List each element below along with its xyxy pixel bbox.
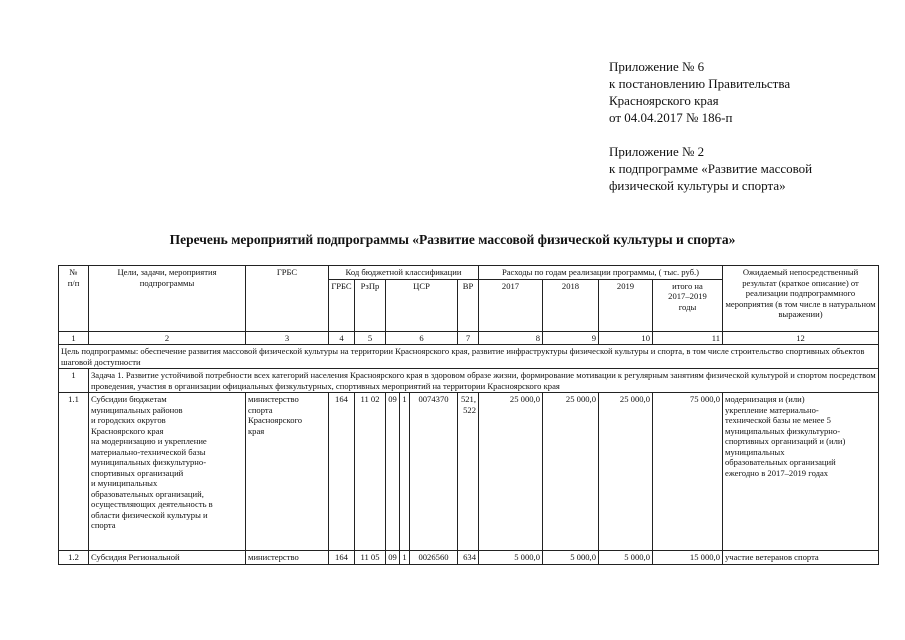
row-2017: 25 000,0 <box>479 393 543 551</box>
row-csr-program: 09 <box>386 551 400 565</box>
row-result: участие ветеранов спорта <box>723 551 879 565</box>
col-number: 2 <box>89 331 246 345</box>
col-number: 8 <box>479 331 543 345</box>
header-result: Ожидаемый непосредственный результат (краткое описание) от реализации подпрограммного мероприятия (в том числе в натуральном выражении) <box>723 266 879 332</box>
appendix-line: к подпрограмме «Развитие массовой <box>609 161 813 176</box>
row-num: 1.2 <box>59 551 89 565</box>
appendix-line: Приложение № 6 <box>609 59 705 74</box>
row-grbs-name: министерство спорта Красноярского края <box>246 393 329 551</box>
row-result: модернизация и (или) укрепление материально- технической базы не менее 5 муниципальных физкультурно- спортивных организаций и (или) муниципальных образовательных организаций ежегодно в 2017–2019 годах <box>723 393 879 551</box>
header-kbk: Код бюджетной классификации <box>329 266 479 280</box>
header-row <box>59 266 879 280</box>
row-name: Субсидии бюджетам муниципальных районов и городских округов Красноярского края на модернизацию и укрепление материально-технической базы муниципальных физкультурно- спортивных организаций и муниципальных образовательных организаций, осуществляющих деятельность в области физической культуры и спорта <box>89 393 246 551</box>
header-sub-vr: ВР <box>458 279 479 331</box>
document-title: Перечень мероприятий подпрограммы «Развитие массовой физической культуры и спорта» <box>169 232 736 247</box>
row-2019: 25 000,0 <box>599 393 653 551</box>
header-goals: Цели, задачи, мероприятия подпрограммы <box>89 266 246 332</box>
col-number: 6 <box>386 331 458 345</box>
header-total: итого на 2017–2019 годы <box>653 279 723 331</box>
task-row <box>59 369 879 393</box>
row-grbs-name: министерство <box>246 551 329 565</box>
row-total: 15 000,0 <box>653 551 723 565</box>
row-csr-code: 0074370 <box>410 393 458 551</box>
col-number: 4 <box>329 331 355 345</box>
row-total: 75 000,0 <box>653 393 723 551</box>
goal-row <box>59 345 879 369</box>
measures-table <box>58 265 879 565</box>
row-csr-subprogram: 1 <box>400 393 410 551</box>
goal-text: Цель подпрограммы: обеспечение развития массовой физической культуры на территории Красноярского края, развитие инфраструктуры физической культуры и спорта, в том числе строительство спортивных объектов шаговой доступности <box>59 345 879 369</box>
row-2018: 25 000,0 <box>543 393 599 551</box>
task-num: 1 <box>59 369 89 393</box>
header-num: № п/п <box>59 266 89 332</box>
row-csr-program: 09 <box>386 393 400 551</box>
appendix-line: к постановлению Правительства <box>609 76 791 91</box>
row-vr: 634 <box>458 551 479 565</box>
header-2017: 2017 <box>479 279 543 331</box>
appendix-line: Красноярского края <box>609 93 719 108</box>
row-vr: 521, 522 <box>458 393 479 551</box>
col-number: 1 <box>59 331 89 345</box>
appendix-line: Приложение № 2 <box>609 144 705 159</box>
col-number: 11 <box>653 331 723 345</box>
row-2019: 5 000,0 <box>599 551 653 565</box>
row-2017: 5 000,0 <box>479 551 543 565</box>
appendix-line: от 04.04.2017 № 186-п <box>609 110 733 125</box>
row-grbs-code: 164 <box>329 393 355 551</box>
header-2018: 2018 <box>543 279 599 331</box>
appendix-block <box>609 58 812 194</box>
header-sub-csr: ЦСР <box>386 279 458 331</box>
table-row <box>59 551 879 565</box>
appendix-line: физической культуры и спорта» <box>609 178 786 193</box>
col-number: 9 <box>543 331 599 345</box>
row-num: 1.1 <box>59 393 89 551</box>
col-number: 3 <box>246 331 329 345</box>
header-sub-grbs: ГРБС <box>329 279 355 331</box>
header-2019: 2019 <box>599 279 653 331</box>
row-rzpr: 11 05 <box>355 551 386 565</box>
col-number: 7 <box>458 331 479 345</box>
row-csr-code: 0026560 <box>410 551 458 565</box>
header-grbs: ГРБС <box>246 266 329 332</box>
row-name: Субсидия Региональной <box>89 551 246 565</box>
task-text: Задача 1. Развитие устойчивой потребности всех категорий населения Красноярского края в здоровом образе жизни, формирование мотивации к регулярным занятиям физической культурой и спортом посредством проведения, участия в организации официальных физкультурных, спортивных мероприятий на территории Красноярского края <box>89 369 879 393</box>
col-number: 5 <box>355 331 386 345</box>
row-csr-subprogram: 1 <box>400 551 410 565</box>
row-2018: 5 000,0 <box>543 551 599 565</box>
row-grbs-code: 164 <box>329 551 355 565</box>
row-rzpr: 11 02 <box>355 393 386 551</box>
col-number: 10 <box>599 331 653 345</box>
table-row <box>59 393 879 551</box>
column-number-row <box>59 331 879 345</box>
header-expenses: Расходы по годам реализации программы, ( тыс. руб.) <box>479 266 723 280</box>
col-number: 12 <box>723 331 879 345</box>
header-sub-rzpr: РзПр <box>355 279 386 331</box>
spacer <box>609 126 812 143</box>
